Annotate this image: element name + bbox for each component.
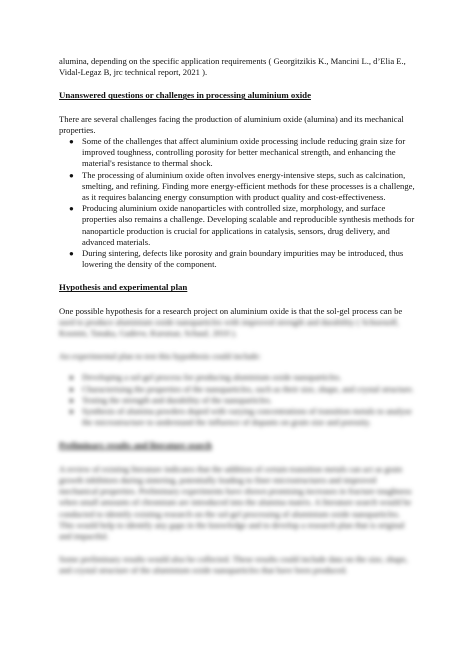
list-item: ● Some of the challenges that affect aluminium oxide processing include reducing grain size for improved toughness, controlling porosity for better mechanical strength, and enhancing the material's resistance to thermal shock. — [69, 136, 406, 169]
challenges-intro: There are several challenges facing the production of aluminium oxide (alumina) and its mechanical properties. — [59, 113, 404, 135]
blurred-content — [59, 317, 417, 577]
intro-continuation: alumina, depending on the specific application requirements ( Georgitzikis K., Mancini L., d’Elia E., Vidal-Legaz B, jrc technical report, 2021 ). — [59, 56, 406, 78]
list-item: ● Synthesis of alumina powders doped with varying concentrations of transition metals to analyse the microstructure to understand the influence of dopants on grain size and porosity. — [69, 406, 412, 428]
hypothesis-blurred-line: used to produce aluminium oxide nanoparticles with improved strength and durability ( Schoenoff, Kosmin, Tanaka, Gadrew, Kurutsar, Schauf, 2010 ). — [59, 316, 399, 339]
challenges-heading: Unanswered questions or challenges in processing aluminium oxide — [59, 90, 311, 101]
hypothesis-heading: Hypothesis and experimental plan — [59, 282, 188, 293]
bullet-icon: ● — [69, 373, 74, 383]
list-item: ● The processing of aluminium oxide often involves energy-intensive steps, such as calcination, smelting, and refining. Finding more energy-efficient methods for these processes is a challenge, as it requires balancing energy consumption with product quality and cost-effectiveness. — [69, 169, 415, 203]
list-item: ● Developing a sol-gel process for producing aluminium oxide nanoparticles. — [69, 372, 342, 383]
bullet-icon: ● — [69, 204, 74, 214]
list-item: ● Characterising the properties of the nanoparticles, such as their size, shape, and crystal structure. — [69, 383, 414, 394]
preliminary-para-1: A review of existing literature indicates that the addition of certain transition metals can act as grain growth inhibitors during sintering, potentially leading to finer microstructures and improved mechanical properties. Preliminary experiments have shown promising increases in fracture toughness when small amounts of chromium are introduced into the alumina matrix. A literature search would be conducted to identify existing research on the sol-gel processing of aluminium oxide nanoparticles. This would help to identify any gaps in the knowledge and to develop a research plan that is original and impactful. — [59, 463, 412, 541]
preliminary-para-2: Some preliminary results would also be collected. These results could include data on the size, shape, and crystal structure of the aluminium oxide nanoparticles that have been produced. — [59, 554, 408, 576]
preliminary-heading: Preliminary results and literature search — [59, 440, 212, 451]
list-item: ● Testing the strength and durability of the nanoparticles. — [69, 394, 272, 405]
bullet-icon: ● — [69, 249, 74, 259]
bullet-icon: ● — [69, 407, 74, 417]
bullet-icon: ● — [69, 384, 74, 394]
hypothesis-intro: One possible hypothesis for a research project on aluminium oxide is that the sol-gel process can be — [59, 305, 403, 316]
list-item: ● During sintering, defects like porosity and grain boundary impurities may be introduced, thus lowering the density of the component. — [69, 248, 404, 270]
list-item: ● Producing aluminium oxide nanoparticles with controlled size, morphology, and surface properties also remains a challenge. Developing scalable and reproducible synthesis methods for nanoparticle production is crucial for applications in catalysis, sensors, drug delivery, and advanced materials. — [69, 203, 415, 247]
plan-list — [59, 372, 417, 428]
bullet-icon: ● — [69, 170, 74, 180]
plan-intro: An experimental plan to test this hypothesis could include: — [59, 351, 261, 362]
bullet-icon: ● — [69, 137, 74, 147]
challenges-list — [59, 136, 417, 270]
bullet-icon: ● — [69, 395, 74, 405]
